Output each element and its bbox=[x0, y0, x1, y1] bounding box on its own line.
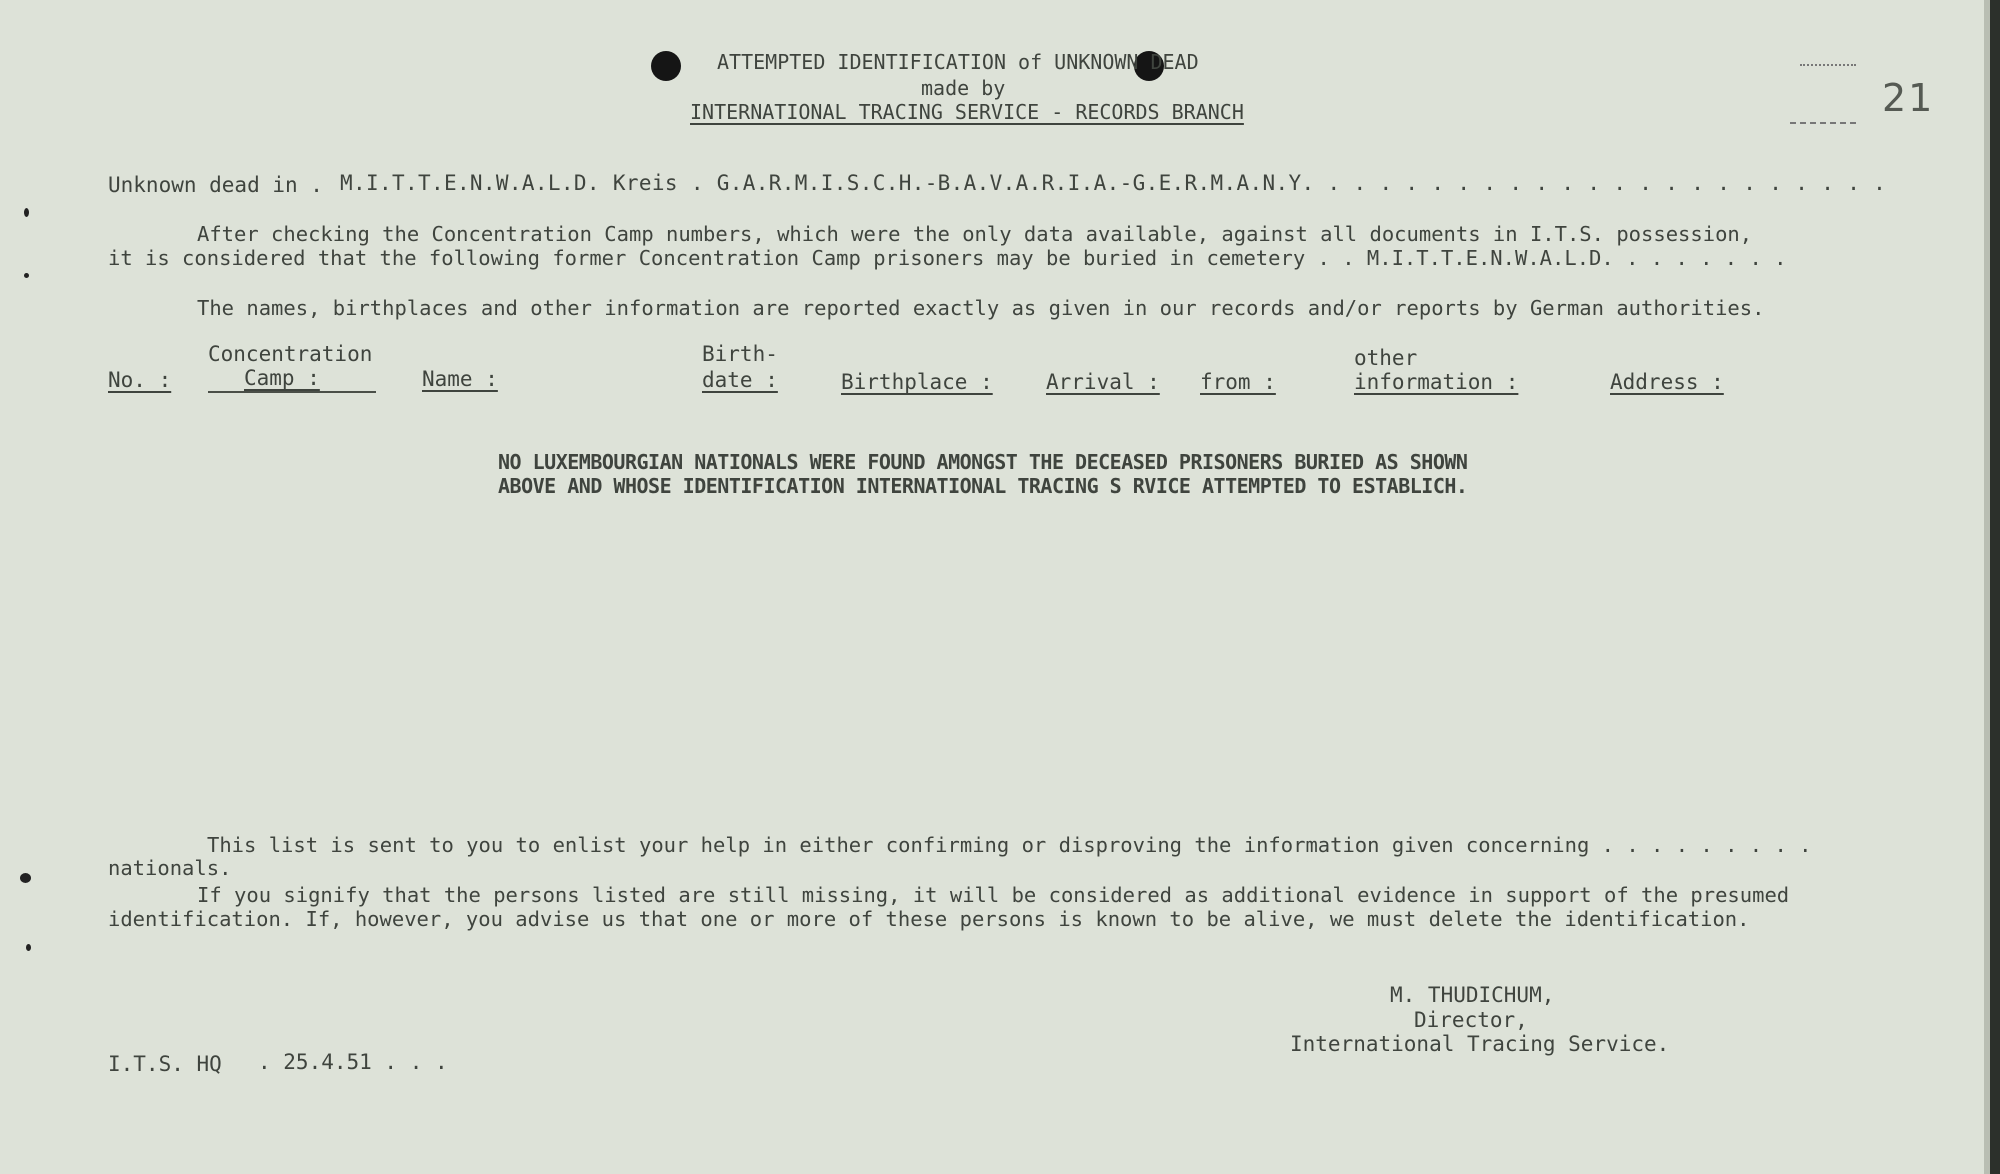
header-title: ATTEMPTED IDENTIFICATION of UNKNOWN DEAD bbox=[717, 50, 1199, 74]
footer-label: I.T.S. HQ bbox=[108, 1052, 222, 1076]
margin-mark bbox=[20, 873, 31, 883]
corner-dots-top bbox=[1800, 64, 1856, 68]
location-value: M.I.T.T.E.N.W.A.L.D. Kreis . G.A.R.M.I.S.C.H.-B.A.V.A.R.I.A.-G.E.R.M.A.N.Y. . . . . . . . . . . . . . . . . . . . . . . bbox=[340, 171, 1887, 195]
page-number: 21 bbox=[1882, 76, 1935, 120]
closing-line-1: This list is sent to you to enlist your help in either confirming or disproving the information given concerning . . . . . . . . . bbox=[207, 833, 1812, 857]
signatory-organization: International Tracing Service. bbox=[1290, 1032, 1670, 1056]
column-camp-top: Concentration bbox=[208, 342, 373, 366]
column-birthdate: date : bbox=[702, 368, 778, 392]
closing-line-3: If you signify that the persons listed are still missing, it will be considered as additional evidence in support of the presumed bbox=[197, 883, 1790, 907]
header-issuer: INTERNATIONAL TRACING SERVICE - RECORDS BRANCH bbox=[690, 100, 1244, 124]
corner-dots-bottom bbox=[1790, 122, 1856, 126]
intro-line-3: The names, birthplaces and other information are reported exactly as given in our records and/or reports by German authorities. bbox=[197, 296, 1765, 320]
column-address: Address : bbox=[1610, 370, 1724, 394]
intro-line-2: it is considered that the following former Concentration Camp prisoners may be buried in cemetery . . M.I.T.T.E.N.W.A.L.D. . . . . . . . bbox=[108, 246, 1787, 270]
page-edge bbox=[1990, 0, 2000, 1174]
column-from: from : bbox=[1200, 370, 1276, 394]
column-arrival: Arrival : bbox=[1046, 370, 1160, 394]
margin-mark bbox=[24, 208, 29, 217]
intro-line-1: After checking the Concentration Camp numbers, which were the only data available, against all documents in I.T.S. possession, bbox=[197, 222, 1753, 246]
column-camp: Camp : bbox=[244, 366, 320, 390]
column-no: No. : bbox=[108, 368, 172, 392]
column-birthdate-top: Birth- bbox=[702, 342, 778, 366]
signatory-title: Director, bbox=[1414, 1008, 1528, 1032]
column-birthplace: Birthplace : bbox=[841, 370, 993, 394]
closing-line-2: nationals. bbox=[108, 856, 232, 880]
notice-line-1: NO LUXEMBOURGIAN NATIONALS WERE FOUND AMONGST THE DECEASED PRISONERS BURIED AS SHOWN bbox=[498, 450, 1468, 474]
column-other-top: other bbox=[1354, 346, 1418, 370]
signatory-name: M. THUDICHUM, bbox=[1390, 983, 1555, 1007]
header-made-by: made by bbox=[921, 76, 1006, 100]
margin-mark bbox=[26, 944, 31, 951]
column-other: information : bbox=[1354, 370, 1519, 394]
column-camp-underline bbox=[208, 391, 376, 393]
notice-line-2: ABOVE AND WHOSE IDENTIFICATION INTERNATIONAL TRACING S RVICE ATTEMPTED TO ESTABLICH. bbox=[498, 474, 1468, 498]
margin-mark bbox=[24, 273, 29, 278]
column-name: Name : bbox=[422, 367, 498, 391]
punch-hole-left bbox=[651, 51, 681, 81]
footer-date: . 25.4.51 . . . bbox=[258, 1050, 448, 1074]
location-prefix: Unknown dead in . bbox=[108, 173, 323, 197]
closing-line-4: identification. If, however, you advise us that one or more of these persons is known to be alive, we must delete the identification. bbox=[108, 907, 1750, 931]
